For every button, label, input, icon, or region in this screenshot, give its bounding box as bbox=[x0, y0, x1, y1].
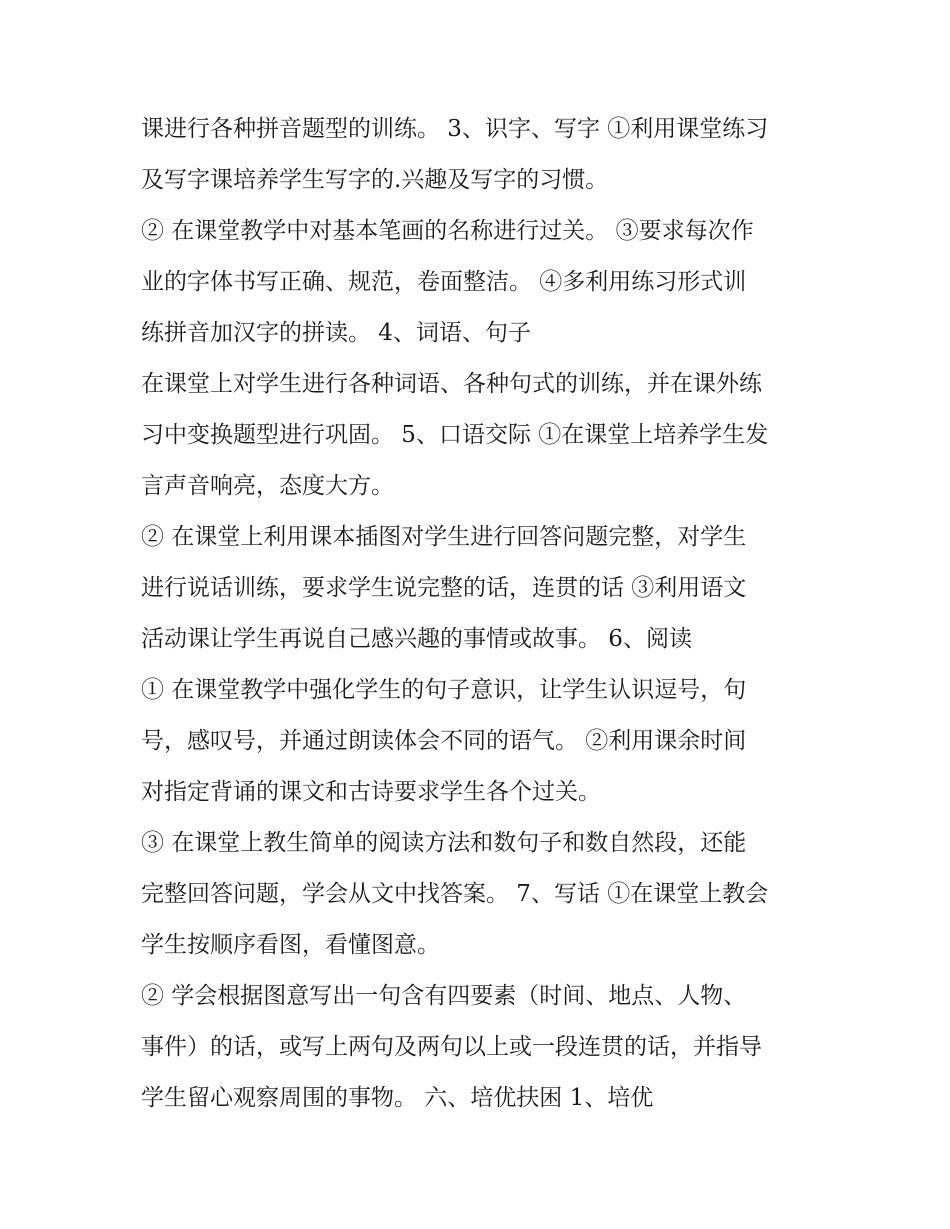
text-line: 言声音响亮，态度大方。 bbox=[141, 473, 394, 499]
text-line: 学生留心观察周围的事物。 六、培优扶困 1、培优 bbox=[141, 1085, 654, 1111]
text-line: 完整回答问题，学会从文中找答案。 7、写话 ①在课堂上教会 bbox=[141, 881, 769, 907]
text-line: 业的字体书写正确、规范，卷面整洁。 ④多利用练习形式训 bbox=[141, 269, 747, 295]
text-line: 号，感叹号，并通过朗读体会不同的语气。 ②利用课余时间 bbox=[141, 728, 747, 754]
text-line: 学生按顺序看图，看懂图意。 bbox=[141, 932, 440, 958]
text-line: 在课堂上对学生进行各种词语、各种句式的训练，并在课外练 bbox=[141, 371, 762, 397]
text-line: 课进行各种拼音题型的训练。 3、识字、写字 ①利用课堂练习 bbox=[141, 116, 769, 142]
text-line: ③ 在课堂上教生简单的阅读方法和数句子和数自然段，还能 bbox=[141, 830, 747, 856]
text-line: 对指定背诵的课文和古诗要求学生各个过关。 bbox=[141, 779, 601, 805]
text-line: 练拼音加汉字的拼读。 4、词语、句子 bbox=[141, 320, 531, 346]
text-line: ② 在课堂教学中对基本笔画的名称进行过关。 ③要求每次作 bbox=[141, 218, 754, 244]
text-line: 事件）的话，或写上两句及两句以上或一段连贯的话，并指导 bbox=[141, 1034, 762, 1060]
text-line: ② 学会根据图意写出一句含有四要素（时间、地点、人物、 bbox=[141, 983, 747, 1009]
text-line: 进行说话训练，要求学生说完整的话，连贯的话 ③利用语文 bbox=[141, 575, 747, 601]
text-line: 活动课让学生再说自己感兴趣的事情或故事。 6、阅读 bbox=[141, 626, 692, 652]
text-line: ① 在课堂教学中强化学生的句子意识，让学生认识逗号，句 bbox=[141, 677, 747, 703]
text-line: ② 在课堂上利用课本插图对学生进行回答问题完整，对学生 bbox=[141, 524, 747, 550]
body-text bbox=[141, 108, 831, 1128]
text-line: 及写字课培养学生写字的.兴趣及写字的习惯。 bbox=[141, 167, 609, 193]
text-line: 习中变换题型进行巩固。 5、口语交际 ①在课堂上培养学生发 bbox=[141, 422, 769, 448]
